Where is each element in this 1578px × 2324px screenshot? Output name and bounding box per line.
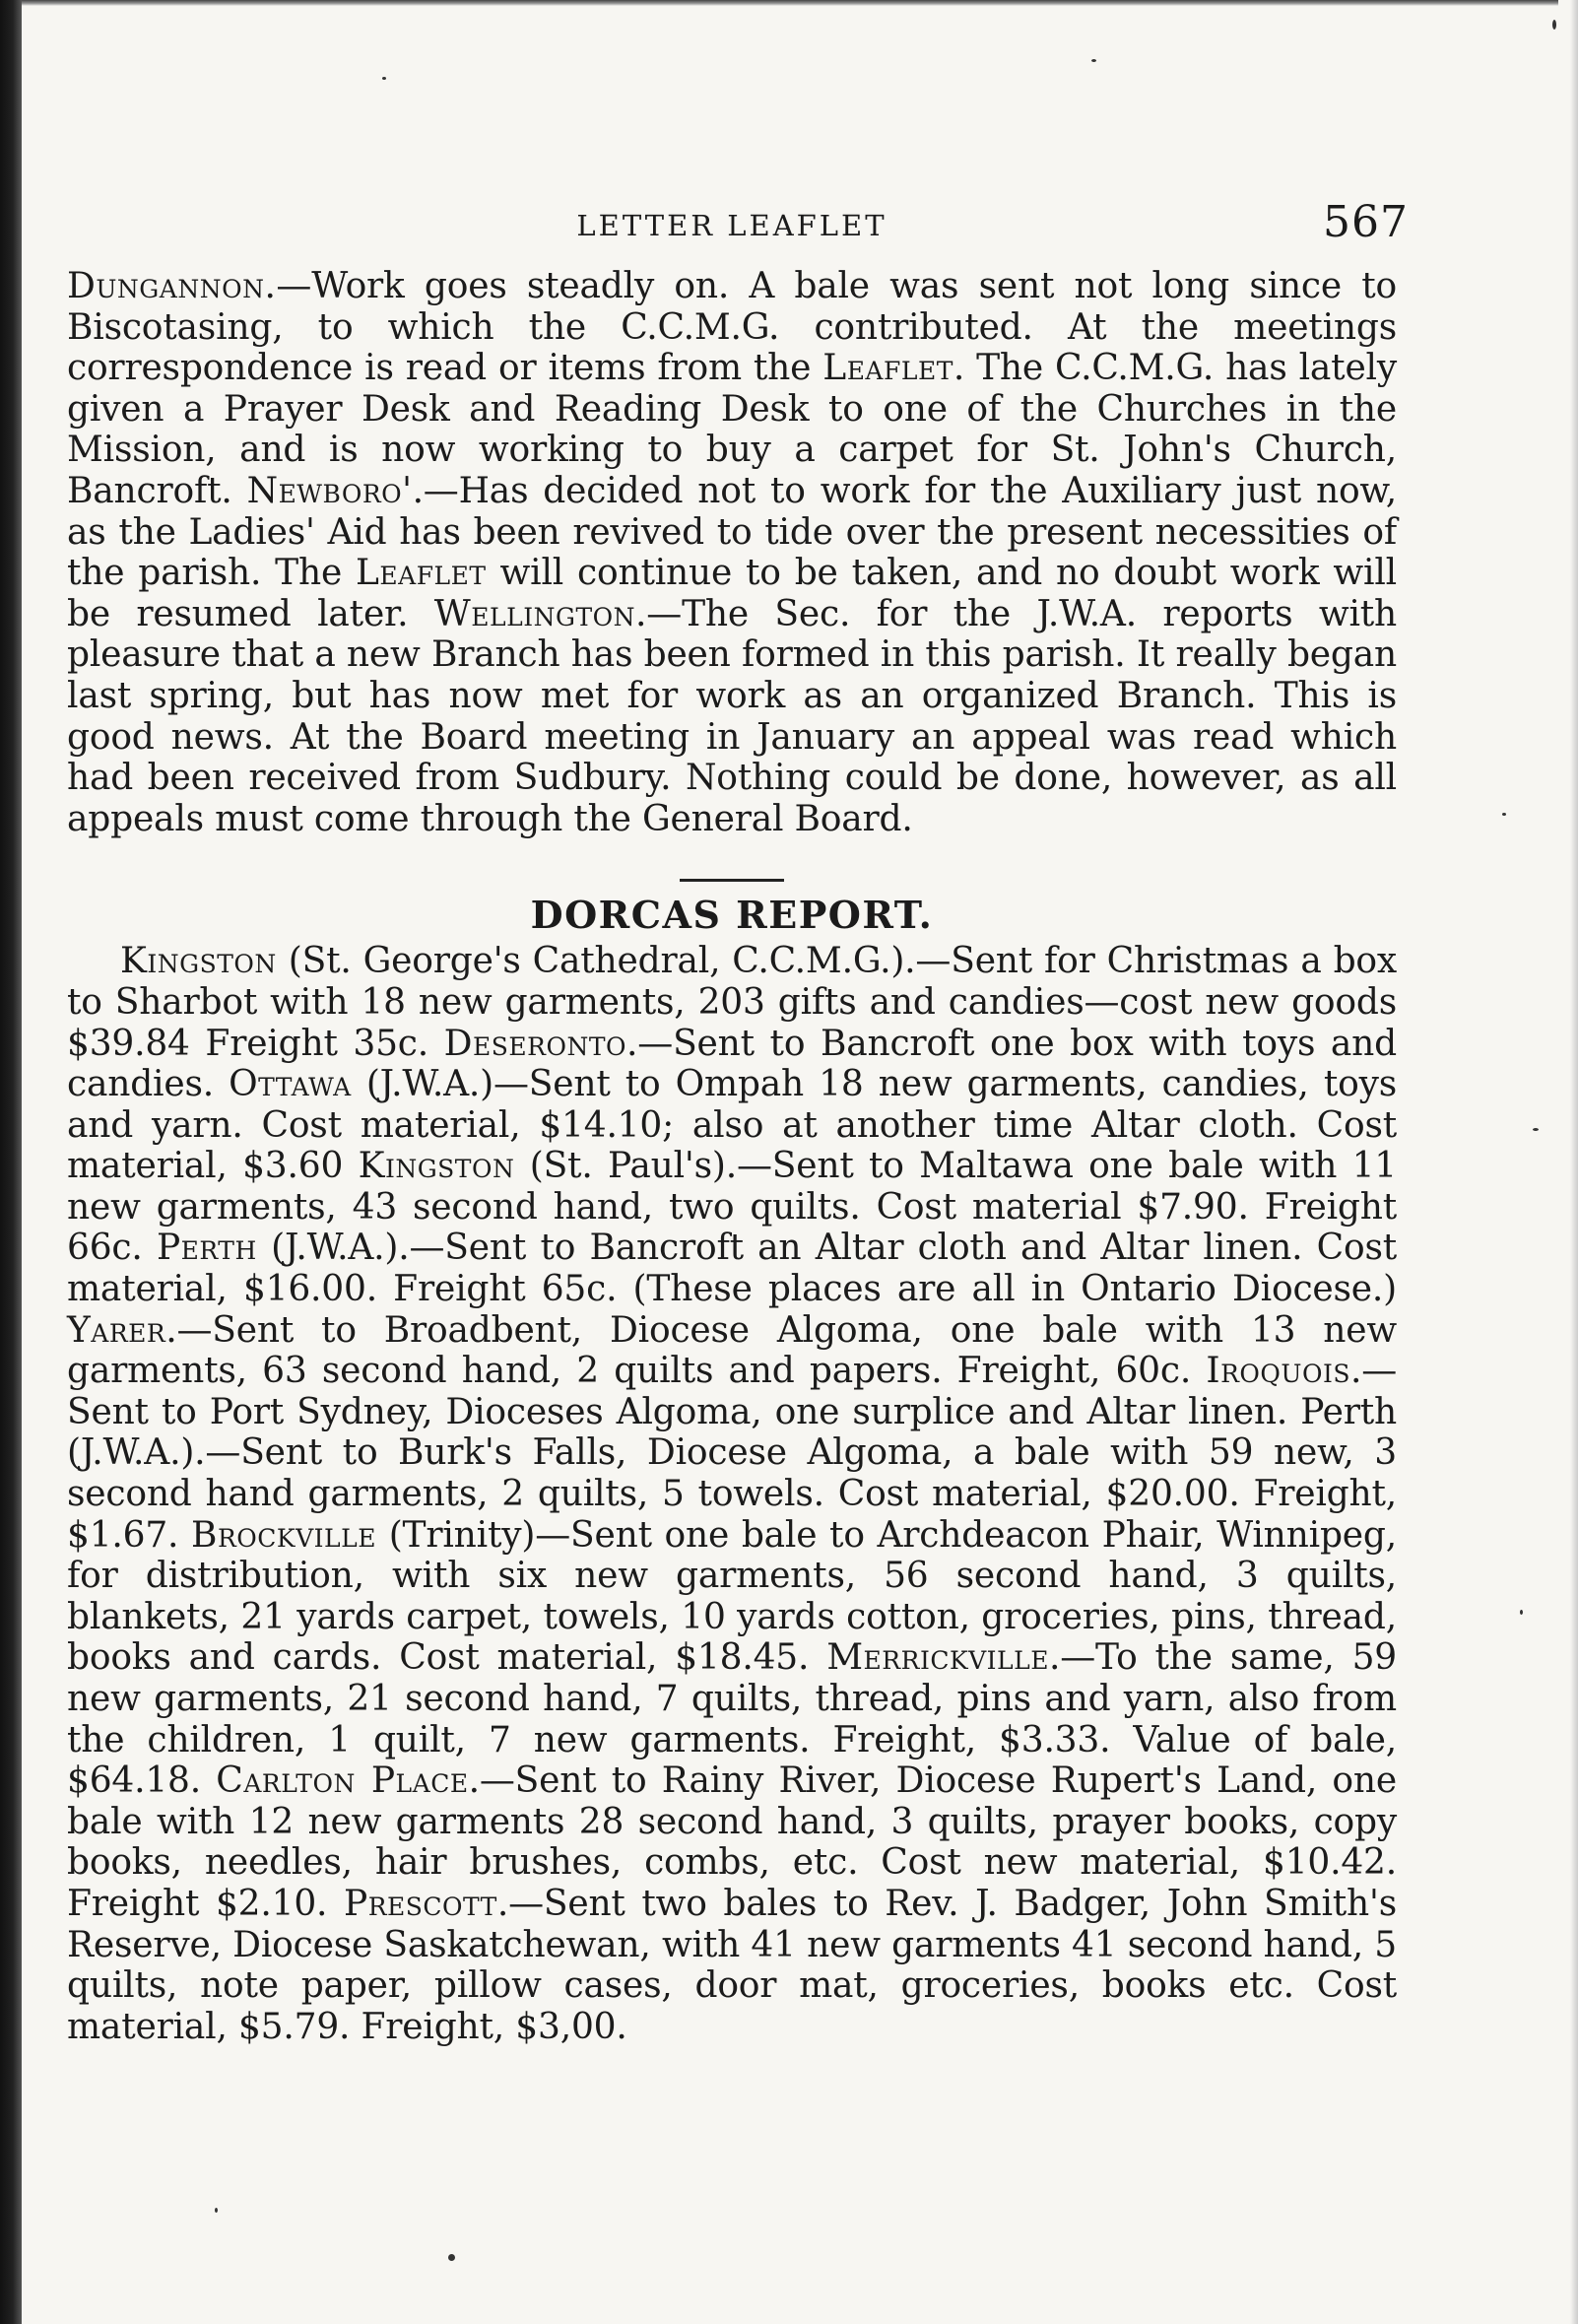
text-run: .—Sent to Broadbent, Diocese Algoma, one bale with 13 new garments, 63 second hand, 2 quilts and papers. Freight, 60c. <box>67 1309 1397 1392</box>
place-name: Merrickville <box>826 1637 1050 1679</box>
text-run: —Work goes steadly on. A bale was sent not long since to Biscotasing, to which the C.C.M.G. contributed. At the meetings correspondence is read or items from the <box>67 266 1397 389</box>
place-name: Newboro' <box>246 470 413 511</box>
text-run: .—The Sec. for the J.W.A. reports with pleasure that a new Branch has been formed in this parish. It really began last spring, but has now met for work as an organized Branch. This is good news. At the Board meeting in January an appeal was read which had been received from Sudbury. Nothing could be done, however, as all appeals must come through the General Board. <box>67 593 1398 839</box>
text-run: will continue to be taken, and no doubt work will be resumed later. <box>67 553 1397 634</box>
scan-speck <box>1533 1128 1539 1131</box>
text-run: . The C.C.M.G. has lately given a Prayer Desk and Reading Desk to one of the Churches in the Mission, and is now working to buy a carpet for St. John's Church, Bancroft. <box>67 348 1398 511</box>
place-name: Iroquois <box>1206 1351 1350 1392</box>
page-content <box>67 187 1409 2047</box>
scan-speck <box>215 2208 218 2213</box>
publication-name: Leaflet <box>356 553 487 594</box>
scan-speck <box>1502 813 1506 816</box>
text-run: .—Sent two bales to Rev. J. Badger, John Smith's Reserve, Diocese Saskatchewan, with 41 new garments 41 second hand, 5 quilts, note paper, pillow cases, door mat, groceries, books etc. Cost material, $5.79. Freight, $3,00. <box>67 1883 1397 2047</box>
scan-speck <box>1091 59 1096 62</box>
binding-edge <box>0 0 22 2324</box>
scan-speck <box>1552 20 1556 30</box>
place-name: Brockville <box>191 1514 376 1556</box>
section-divider <box>680 879 784 882</box>
running-title: LETTER LEAFLET <box>576 209 888 242</box>
text-run: .—Has decided not to work for the Auxiliary just now, as the Ladies' Aid has been revived to tide over the present necessities of the parish. The <box>67 470 1398 594</box>
running-head <box>67 187 1409 266</box>
right-edge-shadow <box>1570 0 1578 2324</box>
place-name: Ottawa <box>229 1064 352 1105</box>
paragraph-dungannon <box>67 266 1397 839</box>
publication-name: Leaflet <box>822 348 953 389</box>
place-name: Yarer <box>67 1309 166 1351</box>
text-run: .—Sent to Port Sydney, Dioceses Algoma, one surplice and Altar linen. Perth (J.W.A.).—Sent to Burk's Falls, Diocese Algoma, a bale with 59 new, 3 second hand garments, 2 quilts, 5 towels. Cost material, $20.00. Freight, $1.67. <box>67 1351 1397 1556</box>
text-run: .—Sent to Bancroft one box with toys and candies. <box>67 1023 1397 1105</box>
place-name: Dungannon. <box>67 266 277 306</box>
page-number: 567 <box>1323 197 1409 247</box>
text-run: .—To the same, 59 new garments, 21 second hand, 7 quilts, thread, pins and yarn, also from the children, 1 quilt, 7 new garments. Freight, $3.33. Value of bale, $64.18. <box>67 1637 1397 1802</box>
scan-speck <box>1520 1610 1523 1615</box>
text-run: (J.W.A.).—Sent to Bancroft an Altar cloth and Altar linen. Cost material, $16.00. Freight 65c. (These places are all in Ontario Diocese.) <box>67 1228 1397 1310</box>
place-name: Carlton Place <box>216 1760 469 1802</box>
paragraph-dorcas-report <box>67 941 1397 2047</box>
place-name: Deseronto <box>443 1023 627 1064</box>
scan-speck <box>448 2254 455 2261</box>
place-name: Kingston <box>358 1146 515 1187</box>
scan-speck <box>382 77 386 80</box>
place-name: Prescott <box>343 1883 497 1924</box>
text-run: (Trinity)—Sent one bale to Archdeacon Phair, Winnipeg, for distribution, with six new garments, 56 second hand, 3 quilts, blankets, 21 yards carpet, towels, 10 yards cotton, groceries, pins, thread, books and cards. Cost material, $18.45. <box>67 1514 1397 1679</box>
place-name: Perth <box>156 1228 257 1269</box>
section-heading: DORCAS REPORT. <box>530 893 934 938</box>
top-edge-shadow <box>22 0 1558 6</box>
text-run: (J.W.A.)—Sent to Ompah 18 new garments, candies, toys and yarn. Cost material, $14.10; also at another time Altar cloth. Cost material, $3.60 <box>67 1064 1397 1187</box>
place-name: Wellington <box>433 593 636 634</box>
text-run: .—Sent to Rainy River, Diocese Rupert's Land, one bale with 12 new garments 28 second hand, 3 quilts, prayer books, copy books, needles, hair brushes, combs, etc. Cost new material, $10.42. Freight $2.10. <box>67 1760 1397 1924</box>
text-run: (St. Paul's).—Sent to Maltawa one bale with 11 new garments, 43 second hand, two quilts. Cost material $7.90. Freight 66c. <box>67 1146 1397 1269</box>
place-name: Kingston <box>120 941 277 982</box>
text-run: (St. George's Cathedral, C.C.M.G.).—Sent for Christmas a box to Sharbot with 18 new garments, 203 gifts and candies—cost new goods $39.84 Freight 35c. <box>67 941 1397 1064</box>
